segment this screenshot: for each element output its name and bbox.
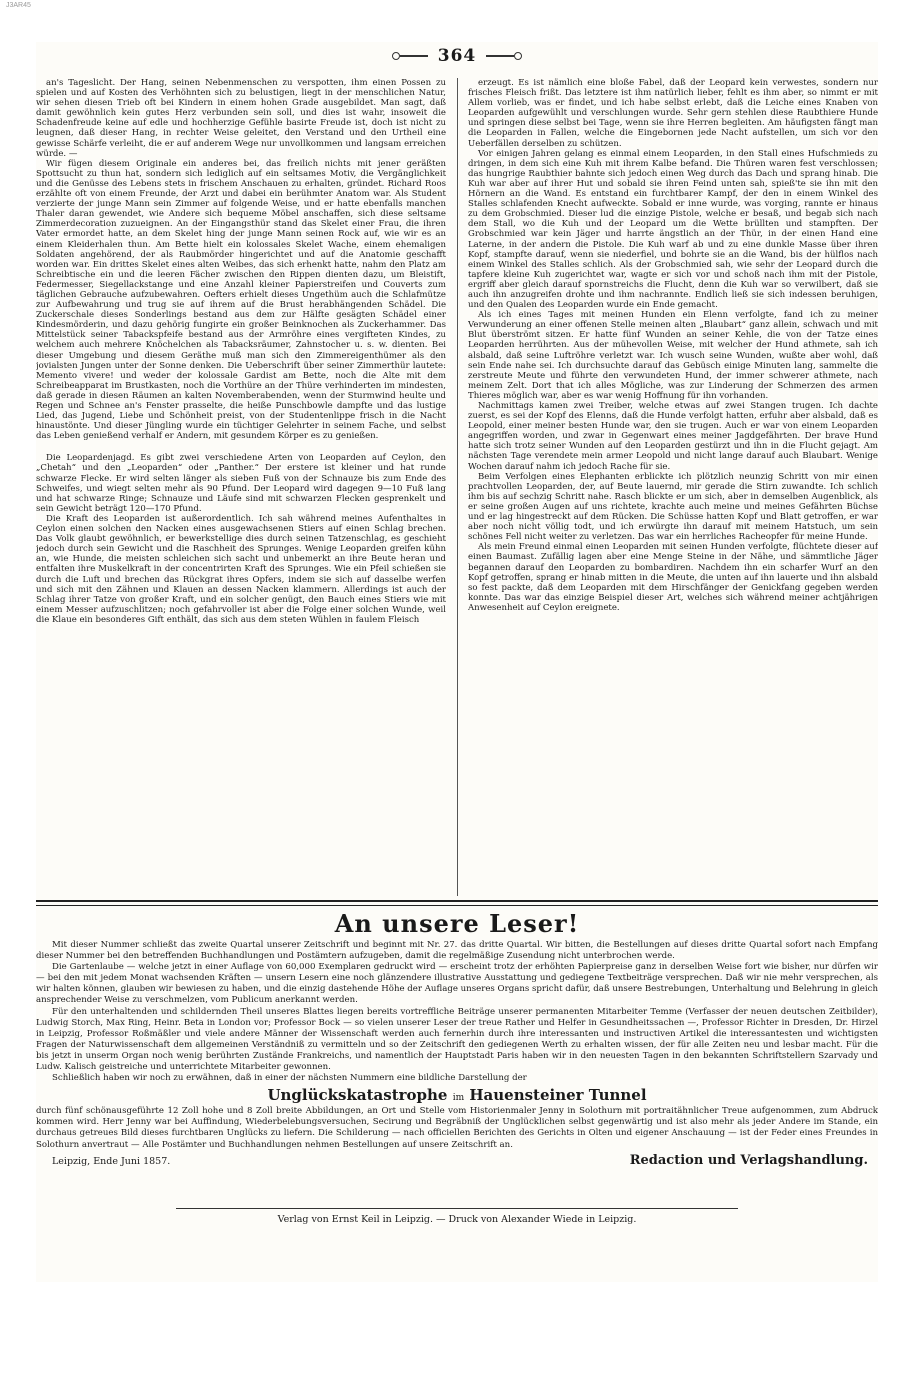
catastrophe-heading (36, 1084, 878, 1106)
notice-body (36, 940, 878, 1173)
footer-divider (176, 1208, 738, 1209)
notice-signature: Redaction und Verlagshandlung. (629, 1152, 868, 1168)
newspaper-page (36, 42, 878, 1282)
notice-paragraph: Schließlich haben wir noch zu erwähnen, daß in einer der nächsten Nummern eine bildliche Darstellung der (52, 1073, 527, 1084)
left-paragraph: Die Kraft des Leoparden ist außerordentlich. Ich sah während meines Aufenthaltes in Ceylon einen solchen den Nacken eines ausgewachsenen Stiers auf einen Schlag brechen. Das Volk glaubt gewöhnlich, er bewerkstellige dies durch seinen Tatzenschlag, es geschieht jedoch durch sein Gewicht und die Raschheit des Sprunges. Wenige Leoparden greifen kühn an, wie Hunde, die meisten schleichen sich sacht und unbemerkt an ihre Beute heran und entfalten ihre Muskelkraft in der concentrirten Kraft des Sprunges. Wie ein Pfeil schießen sie durch die Luft und brechen das Rückgrat ihres Opfers, indem sie sich auf dasselbe werfen und sich mit den Zähnen und Klauen an dessen Nacken klammern. Allerdings ist auch der Schlag ihrer Tatze von großer Kraft, und ein solcher genügt, den Bauch eines Stiers wie mit einem Messer aufzuschlitzen; noch gefahrvoller ist aber die Folge einer solchen Wunde, weil die Klaue ein besonderes Gift enthält, das sich aus dem steten Wühlen in faulem Fleisch (36, 513, 446, 625)
left-column (36, 78, 446, 896)
section-divider (36, 900, 878, 906)
catastrophe-title-a: Unglückskatastrophe (267, 1086, 448, 1105)
right-paragraph: Als mein Freund einmal einen Leoparden mit seinen Hunden verfolgte, flüchtete dieser auf einen Baumast. Zufällig lagen aber eine Menge Steine in der Nähe, und sämmtliche Jäger begannen darauf den Leoparden zu bombardiren. Nachdem ihn ein scharfer Wurf an den Kopf getroffen, sprang er hinab mitten in die Meute, die unten auf ihn lauerte und ihn alsbald so fest packte, daß dem Leoparden mit dem Hirschfänger der Genickfang gegeben werden konnte. Das war das einzige Beispiel dieser Art, welches sich während meiner achtjährigen Anwesenheit auf Ceylon ereignete. (468, 542, 878, 613)
column-divider (457, 78, 458, 896)
left-paragraph: Wir fügen diesem Originale ein anderes bei, das freilich nichts mit jener geräßten Spottsucht zu thun hat, sondern sich lediglich auf ein seltsames Motiv, die Vergänglichkeit und die Genüsse des Lebens stets in frischem Anschauen zu erhalten, gründet. Richard Roos erzählte oft von einem Freunde, der Arzt und dabei ein berühmter Anatom war. Als Student verzierte der junge Mann sein Zimmer auf folgende Weise, und er hatte ebenfalls manchen Thaler daran gewendet, wie Andere sich bequeme Möbel anschaffen, sich diese seltsame Zimmerdecoration zuzueignen. An der Eingangsthür stand das Skelet einer Frau, die ihren Vater ermordet hatte, an dem Skelet hing der junge Mann seinen Rock auf, wie wir es an einem Kleiderhalen thun. Am Bette hielt ein kolossales Skelet Wache, einem ehemaligen Soldaten angehörend, der als Raubmörder hingerichtet und auf die Anatomie geschafft worden war. Ein drittes Skelet eines alten Weibes, das sich erhenkt hatte, nahm den Platz am Schreibtische ein und die leeren Fächer zwischen den Rippen dienten dazu, um Bleistift, Federmesser, Siegellackstange und eine Anzahl kleiner Papierstreifen und Couverts zum täglichen Gebrauche aufzubewahren. Oefters erhielt dieses Ungethüm auch die Schlafmütze zur Aufbewahrung und trug sie auf ihrem auf die Brust herabhängenden Schädel. Die Zuckerschale dieses Sonderlings bestand aus dem zur Hälfte gesägten Schädel einer Kindesmörderin, und dazu gehörig fungirte ein großer Beinknochen als Zuckerhammer. Das Mittelstück seiner Tabackspfeife bestand aus der Armröhre eines vergifteten Kindes, zu welchem auch mehrere Knöchelchen als Tabacksräumer, Zahnstocher u. s. w. dienten. Bei dieser Umgebung und diesem Geräthe muß man sich den Zimmereigenthümer als den jovialsten Jungen unter der Sonne denken. Die Ueberschrift über seiner Zimmerthür lautete: Memento vivere! und weder der kolossale Gardist am Bette, noch die Alte mit dem Schreibeapparat im Brustkasten, noch die Vorthüre an der Thüre verhinderten im mindesten, daß gerade in diesen Räumen an kalten Novemberabenden, wenn der Sturmwind heulte und Regen und Schnee an's Fenster prasselte, die heiße Punschbowle dampfte und das lustige Lied, das Jugend, Liebe und Schönheit preist, von der Studentenlippe frisch in die Nacht hinaustönte. Und dieser Jüngling wurde ein tüchtiger Gelehrter in seinem Fache, und selbst das Leben genießend verhalf er Andern, mit gesundem Körper es zu genießen. (36, 158, 446, 442)
ornament-left (400, 55, 428, 57)
signature-row (36, 1152, 878, 1173)
right-paragraph: Nachmittags kamen zwei Treiber, welche etwas auf zwei Stangen trugen. Ich dachte zuerst, es sei der Kopf des Elenns, daß die Hunde verfolgt hatten, erfuhr aber alsbald, daß es Leopold, einer meiner besten Hunde war, den sie trugen. Auch er war von einem Leoparden angegriffen worden, und zwar in Gegenwart eines meiner Jagdgefährten. Der brave Hund hatte sich trotz seiner Wunden auf den Leoparden gestürzt und ihn in die Flucht gejagt. Am nächsten Tage verendete mein armer Leopold und nicht lange darauf auch Blaubart. Wenige Wochen darauf nahm ich jedoch Rache für sie. (468, 401, 878, 472)
page-number: 364 (437, 46, 477, 66)
spacer (36, 441, 446, 453)
catastrophe-title-b: Hauensteiner Tunnel (469, 1086, 647, 1105)
page-number-header (36, 42, 878, 70)
right-paragraph: Vor einigen Jahren gelang es einmal einem Leoparden, in den Stall eines Hufschmieds zu dringen, in dem sich eine Kuh mit ihrem Kalbe befand. Die Thüren waren fest verschlossen; das hungrige Raubthier bahnte sich jedoch einen Weg durch das Dach und sprang hinab. Die Kuh war aber auf ihrer Hut und sobald sie ihren Feind unten sah, spieß'te sie ihn mit den Hörnern an die Wand. Es entstand ein furchtbarer Kampf, der den in einem Winkel des Stalles schlafenden Knecht aufweckte. Sobald er inne wurde, was vorging, rannte er hinaus zu dem Grobschmied. Dieser lud die einzige Pistole, welche er besaß, und begab sich nach dem Stall, wo die Kuh und der Leopard um die Wette brüllten und stampften. Der Grobschmied war kein Jäger und harrte ängstlich an der Thür, in der einen Hand eine Laterne, in der andern die Pistole. Die Kuh warf ab und zu eine dunkle Masse über ihren Kopf, stampfte darauf, wenn sie niederfiel, und bohrte sie an die Wand, bis der hülflos nach einem Winkel des Stalles schlich. Als der Grobschmied sah, wie sehr der Leopard durch die tapfere kleine Kuh zugerichtet war, wagte er sich vor und schoß nach ihm mit der Pistole, ergriff aber gleich darauf spornstreichs die Flucht, denn die Kuh war so verwilbert, daß sie auch ihn anzugreifen drohte und ihm nachrannte. Endlich ließ sie sich indessen beruhigen, und den Qualen des Leoparden wurde ein Ende gemacht. (468, 148, 878, 311)
right-paragraph: Als ich eines Tages mit meinen Hunden ein Elenn verfolgte, fand ich zu meiner Verwunderung an einer offenen Stelle meinen alten „Blaubart“ ganz allein, schwach und mit Blut überströmt sitzen. Er hatte fünf Wunden an seiner Kehle, die von der Tatze eines Leoparden herrührten. Aus der mühevollen Weise, mit welcher der Hund athmete, sah ich alsbald, daß seine Luftröhre verletzt war. Ich wusch seine Wunden, wußte aber wohl, daß sein Ende nahe sei. Ich durchsuchte darauf das Gebüsch einige Minuten lang, sammelte die zerstreute Meute und führte den verwundeten Hund, der immer schwerer athmete, nach meinem Zelt. Dort that ich alles Mögliche, was zur Linderung der Schmerzen des armen Thieres möglich war, aber es war wenig Hoffnung für ihn vorhanden. (468, 310, 878, 401)
article-columns (36, 78, 878, 896)
leopard-hunt-intro: Die Leopardenjagd. Es gibt zwei verschiedene Arten von Leoparden auf Ceylon, den „Chetah“ und den „Leoparden“ oder „Panther.“ Der erstere ist kleiner und hat runde schwarze Flecke. Er wird selten länger als sieben Fuß von der Schnauze bis zum Ende des Schweifes, und wiegt selten mehr als 90 Pfund. Der Leopard wird dagegen 9—10 Fuß lang und hat schwarze Ringe; Schnauze und Läufe sind mit schwarzen Flecken gesprenkelt und sein Gewicht beträgt 120—170 Pfund. (36, 453, 446, 514)
notice-paragraph: Mit dieser Nummer schließt das zweite Quartal unserer Zeitschrift und beginnt mit Nr. 27. das dritte Quartal. Wir bitten, die Bestellungen auf dieses dritte Quartal sofort nach Empfang dieser Nummer bei den betreffenden Buchhandlungen und Postämtern aufzugeben, damit die regelmäßige Zusendung nicht unterbrochen werde. (36, 940, 878, 962)
notice-closing: durch fünf schönausgeführte 12 Zoll hohe und 8 Zoll breite Abbildungen, an Ort und Stelle vom Historienmaler Jenny in Solothurn mit portraitähnlicher Treue aufgenommen, zum Abdruck kommen wird. Herr Jenny war bei Auffindung, Wiederbelebungsversuchen, Secirung und Begräbniß der Unglücklichen selbst gegenwärtig und ist also mehr als jeder Andere im Stande, ein durchaus getreues Bild dieses furchtbaren Unglücks zu liefern. Die Schilderung — nach officiellen Berichten des Gerichts in Olten und eigener Anschauung — ist der Feder eines Freundes in Solothurn anvertraut — Alle Postämter und Buchhandlungen nehmen Bestellungen auf unsere Zeitschrift an. (36, 1106, 878, 1150)
right-column (468, 78, 878, 896)
notice-paragraph: Die Gartenlaube — welche jetzt in einer Auflage von 60,000 Exemplaren gedruckt wird — erscheint trotz der erhöhten Papierpreise ganz in derselben Weise fort wie bisher, nur dürfen wir — bei den mit jedem Monat wachsenden Kräften — unsern Lesern eine noch glänzendere illustrative Ausstattung und gediegene Textbeiträge versprechen. Daß wir nie mehr versprechen, als wir halten können, glauben wir bewiesen zu haben, und die einzig dastehende Höhe der Auflage unseres Organs spricht dafür, daß unsere Bestrebungen, Unterhaltung und Belehrung in gleich ansprechender Weise zu verschmelzen, vom Publicum anerkannt werden. (36, 962, 878, 1006)
right-paragraph: Beim Verfolgen eines Elephanten erblickte ich plötzlich neunzig Schritt von mir einen prachtvollen Leoparden, der, auf Beute lauernd, mir gerade die Stirn zuwandte. Ich schlich ihm bis auf sechzig Schritt nahe. Rasch blickte er um sich, aber in demselben Augenblick, als er seine großen Augen auf uns richtete, krachte auch meine und meines Gefährten Büchse und er lag hingestreckt auf dem Rücken. Die Schüsse hatten Kopf und Blatt getroffen, er war aber noch nicht völlig todt, und ich erwürgte ihn darauf mit meinem Hatstuch, um sein schönes Fell nicht weiter zu verletzen. Das war ein herrliches Racheopfer für meine Hunde. (468, 471, 878, 543)
left-paragraph: an's Tageslicht. Der Hang, seinen Nebenmenschen zu verspotten, ihm einen Possen zu spielen und auf Kosten des Verhöhnten sich zu belustigen, liegt in der menschlichen Natur, wir sehen diesen Trieb oft bei Kindern in einem hohen Grade ausgebildet. Man sagt, daß damit gewöhnlich kein gutes Herz verbunden sein soll, und dies ist wahr, insoweit die Schadenfreude keine auf edle und hochherzige Gefühle basirte Freude ist, doch ist nicht zu leugnen, daß dieser Hang, in rechter Weise geleitet, den Verstand und den Urtheil eine gewisse Schärfe verleiht, die er auf anderem Wege nur unvollkommen und langsam erreichen würde. — (36, 78, 446, 159)
right-paragraph: erzeugt. Es ist nämlich eine bloße Fabel, daß der Leopard kein verwestes, sondern nur frisches Fleisch frißt. Das letztere ist ihm natürlich lieber, fehlt es ihm aber, so nimmt er mit Allem vorlieb, was er findet, und ich habe selbst erlebt, daß die Leiche eines Knaben von Leoparden aufgewühlt und verschlungen wurde. Sehr gern stehlen diese Raubthiere Hunde und springen diese selbst bei Tage, wenn sie ihre Herren begleiten. Am häufigsten fängt man die Leoparden in Fallen, welche die Eingebornen jede Nacht aufstellen, um sich vor den Ueberfällen derselben zu schützen. (468, 78, 878, 149)
notice-date: Leipzig, Ende Juni 1857. (52, 1155, 171, 1167)
corner-id: J3AR45 (6, 2, 31, 9)
catastrophe-im: im (452, 1093, 465, 1104)
ornament-right (486, 55, 514, 57)
notice-paragraph: Für den unterhaltenden und schildernden Theil unseres Blattes liegen bereits vortreffliche Beiträge unserer permanenten Mitarbeiter Temme (Verfasser der neuen deutschen Zeitbilder), Ludwig Storch, Max Ring, Heinr. Beta in London vor; Professor Bock — so vielen unserer Leser der treue Rather und Helfer in Gesundheitssachen —, Professor Richter in Dresden, Dr. Hirzel in Leipzig, Professor Roßmäßler und viele andere Männer der Wissenschaft werden auch fernerhin durch ihre interessanten und instructiven Artikel die interessantesten und wichtigsten Fragen der Naturwissenschaft dem allgemeinen Verständniß zu vermitteln und so der Zeitschrift den gediegenen Werth zu erhalten wissen, der für alle Zeiten neu und lesbar macht. Für die bis jetzt in unserm Organ noch wenig berührten Zustände Frankreichs, und namentlich der Hauptstadt Paris haben wir in den neuesten Tagen in den bekannten Schriftstellern Szarvady und Ludw. Kalisch geistreiche und unterrichtete Mitarbeiter gewonnen. (36, 1006, 878, 1073)
publisher-footer: Verlag von Ernst Keil in Leipzig. — Druck von Alexander Wiede in Leipzig. (277, 1214, 637, 1225)
notice-title: An unsere Leser! (334, 909, 580, 938)
reader-notice (36, 908, 878, 1173)
